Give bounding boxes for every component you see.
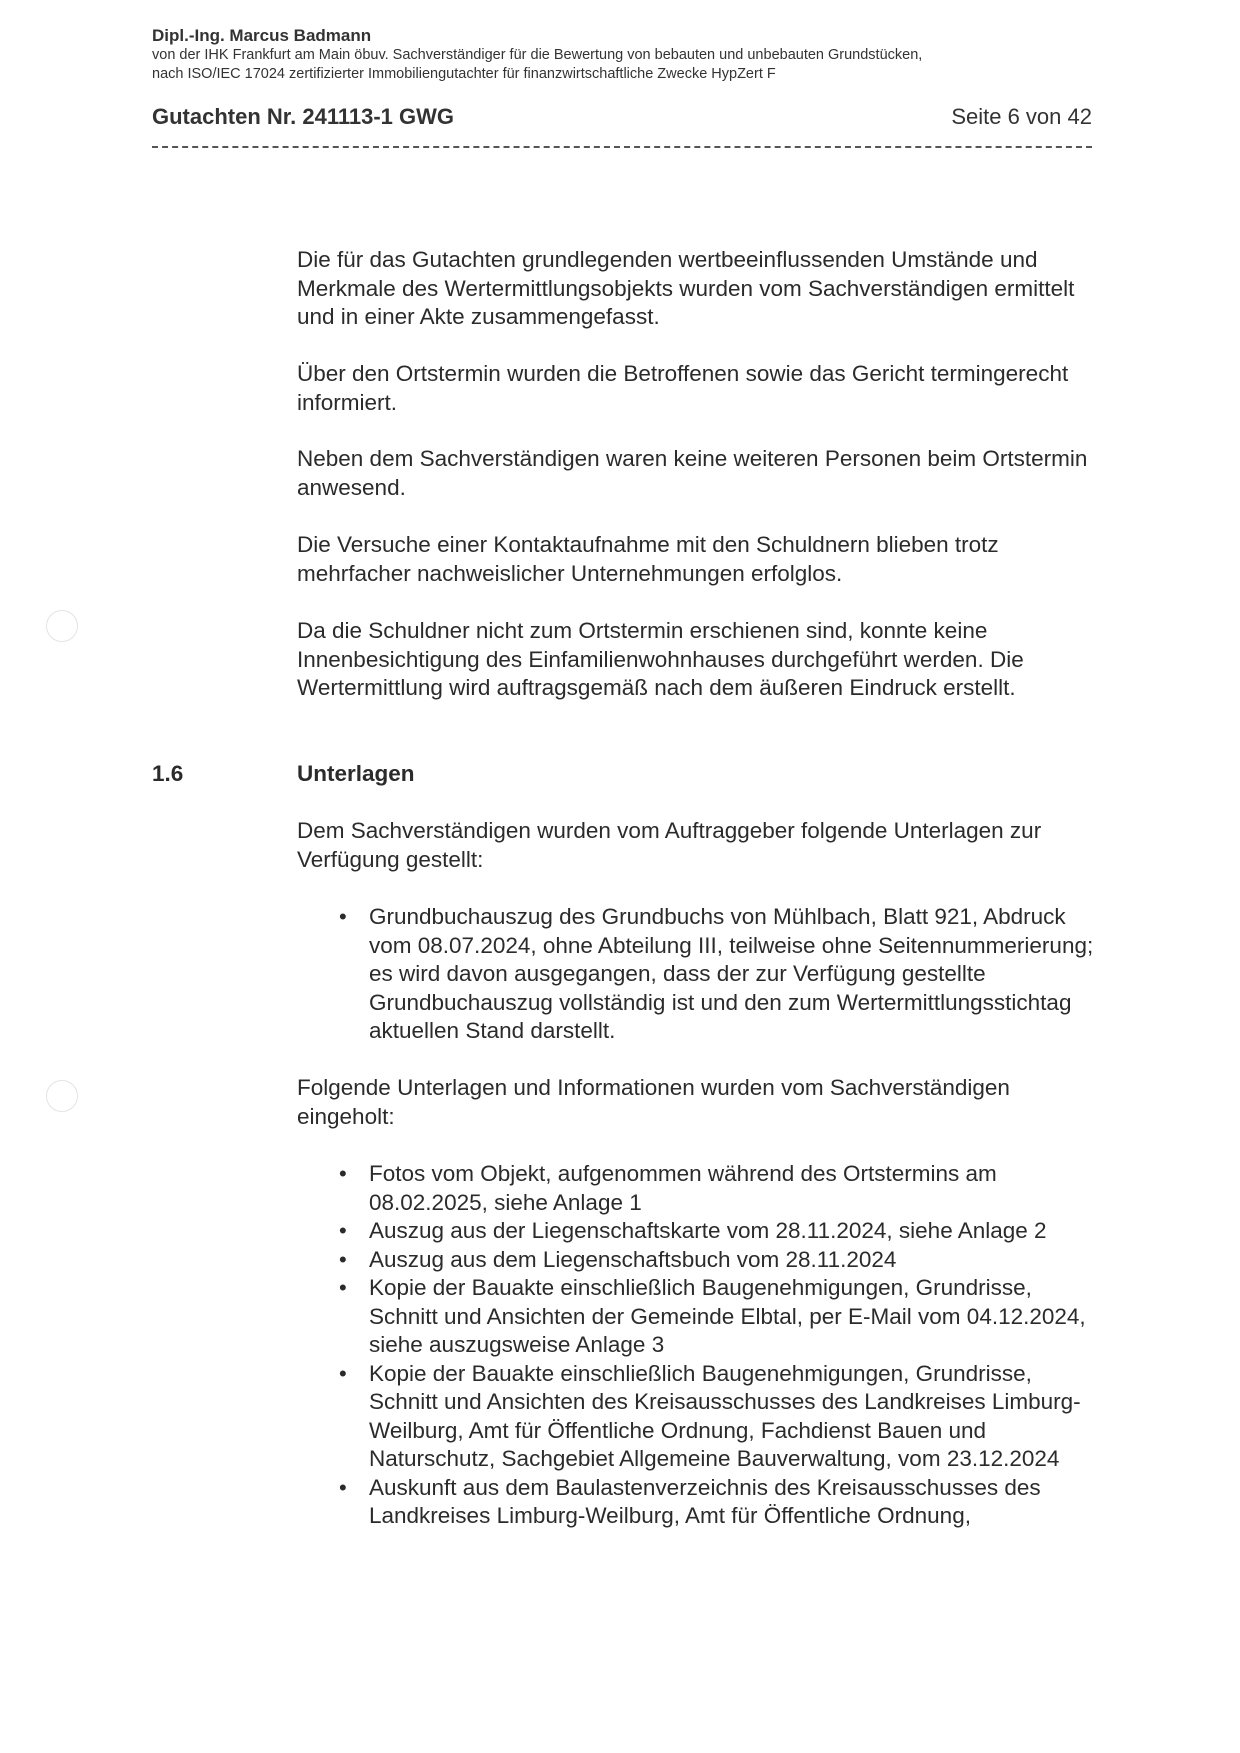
bullet-icon: •: [339, 1474, 347, 1500]
list-item-text: Grundbuchauszug des Grundbuchs von Mühlbach, Blatt 921, Abdruck vom 08.07.2024, ohne Abteilung III, teilweise ohne Seitennummerierung; es wird davon ausgegangen, dass der zur Verfügung gestellte Grundbuchauszug vollständig ist und den zum Wertermittlungsstichtag aktuellen Stand darstellt.: [369, 904, 1094, 1043]
list-item-text: Kopie der Bauakte einschließlich Baugenehmigungen, Grundrisse, Schnitt und Ansichten der Gemeinde Elbtal, per E-Mail vom 04.12.2024, siehe auszugsweise Anlage 3: [369, 1275, 1086, 1357]
list-item: [297, 1360, 1097, 1474]
section-intro: Dem Sachverständigen wurden vom Auftraggeber folgende Unterlagen zur Verfügung gestellt:: [297, 818, 1042, 872]
list-item-text: Auszug aus der Liegenschaftskarte vom 28.11.2024, siehe Anlage 2: [369, 1218, 1047, 1243]
paragraph-4: Die Versuche einer Kontaktaufnahme mit den Schuldnern blieben trotz mehrfacher nachweislicher Unternehmungen erfolglos.: [297, 532, 999, 586]
bullet-icon: •: [339, 904, 347, 929]
list-item: [297, 1246, 1097, 1275]
bullet-icon: •: [339, 1246, 347, 1272]
bullet-icon: •: [339, 1218, 347, 1243]
bullet-icon: •: [339, 1360, 347, 1386]
punch-hole-mark: [46, 610, 78, 642]
list-item: [297, 1160, 1097, 1217]
list-item-text: Auszug aus dem Liegenschaftsbuch vom 28.11.2024: [369, 1246, 897, 1272]
letterhead-line-2: nach ISO/IEC 17024 zertifizierter Immobiliengutachter für finanzwirtschaftliche Zwecke HypZert F: [152, 66, 776, 82]
list-item-text: Kopie der Bauakte einschließlich Baugenehmigungen, Grundrisse, Schnitt und Ansichten des Kreisausschusses des Landkreises Limburg-Weilburg, Amt für Öffentliche Ordnung, Fachdienst Bauen und Naturschutz, Sachgebiet Allgemeine Bauverwaltung, vom 23.12.2024: [369, 1360, 1081, 1471]
list-item-text: Fotos vom Objekt, aufgenommen während des Ortstermins am 08.02.2025, siehe Anlage 1: [369, 1161, 997, 1215]
paragraph-2: Über den Ortstermin wurden die Betroffenen sowie das Gericht termingerecht informiert.: [297, 361, 1069, 415]
list-item: [297, 903, 1097, 1046]
report-title: Gutachten Nr. 241113-1 GWG: [152, 104, 455, 129]
obtained-documents-list: [297, 1160, 1097, 1531]
list-item: [297, 1474, 1097, 1531]
section-intro-2: Folgende Unterlagen und Informationen wurden vom Sachverständigen eingeholt:: [297, 1075, 1010, 1129]
header-divider: [152, 146, 1092, 148]
provided-documents-list: [297, 903, 1097, 1046]
section-title: Unterlagen: [297, 761, 415, 786]
paragraph-5: Da die Schuldner nicht zum Ortstermin erschienen sind, konnte keine Innenbesichtigung des Einfamilienwohnhauses durchgeführt werden. Die Wertermittlung wird auftragsgemäß nach dem äußeren Eindruck erstellt.: [297, 618, 1024, 700]
letterhead-name: Dipl.-Ing. Marcus Badmann: [152, 26, 372, 45]
bullet-icon: •: [339, 1275, 347, 1300]
list-item: [297, 1274, 1097, 1360]
paragraph-1: Die für das Gutachten grundlegenden wertbeeinflussenden Umstände und Merkmale des Wertermittlungsobjekts wurden vom Sachverständigen ermittelt und in einer Akte zusammengefasst.: [297, 247, 1075, 329]
list-item-text: Auskunft aus dem Baulastenverzeichnis des Kreisausschusses des Landkreises Limburg-Weilburg, Amt für Öffentliche Ordnung,: [369, 1474, 1041, 1528]
bullet-icon: •: [339, 1161, 347, 1186]
letterhead-line-1: von der IHK Frankfurt am Main öbuv. Sachverständiger für die Bewertung von bebauten und unbebauten Grundstücken,: [152, 47, 923, 63]
list-item: [297, 1217, 1097, 1246]
page-number: Seite 6 von 42: [951, 104, 1092, 129]
paragraph-3: Neben dem Sachverständigen waren keine weiteren Personen beim Ortstermin anwesend.: [297, 446, 1088, 500]
section-number: 1.6: [152, 761, 184, 786]
punch-hole-mark: [46, 1080, 78, 1112]
